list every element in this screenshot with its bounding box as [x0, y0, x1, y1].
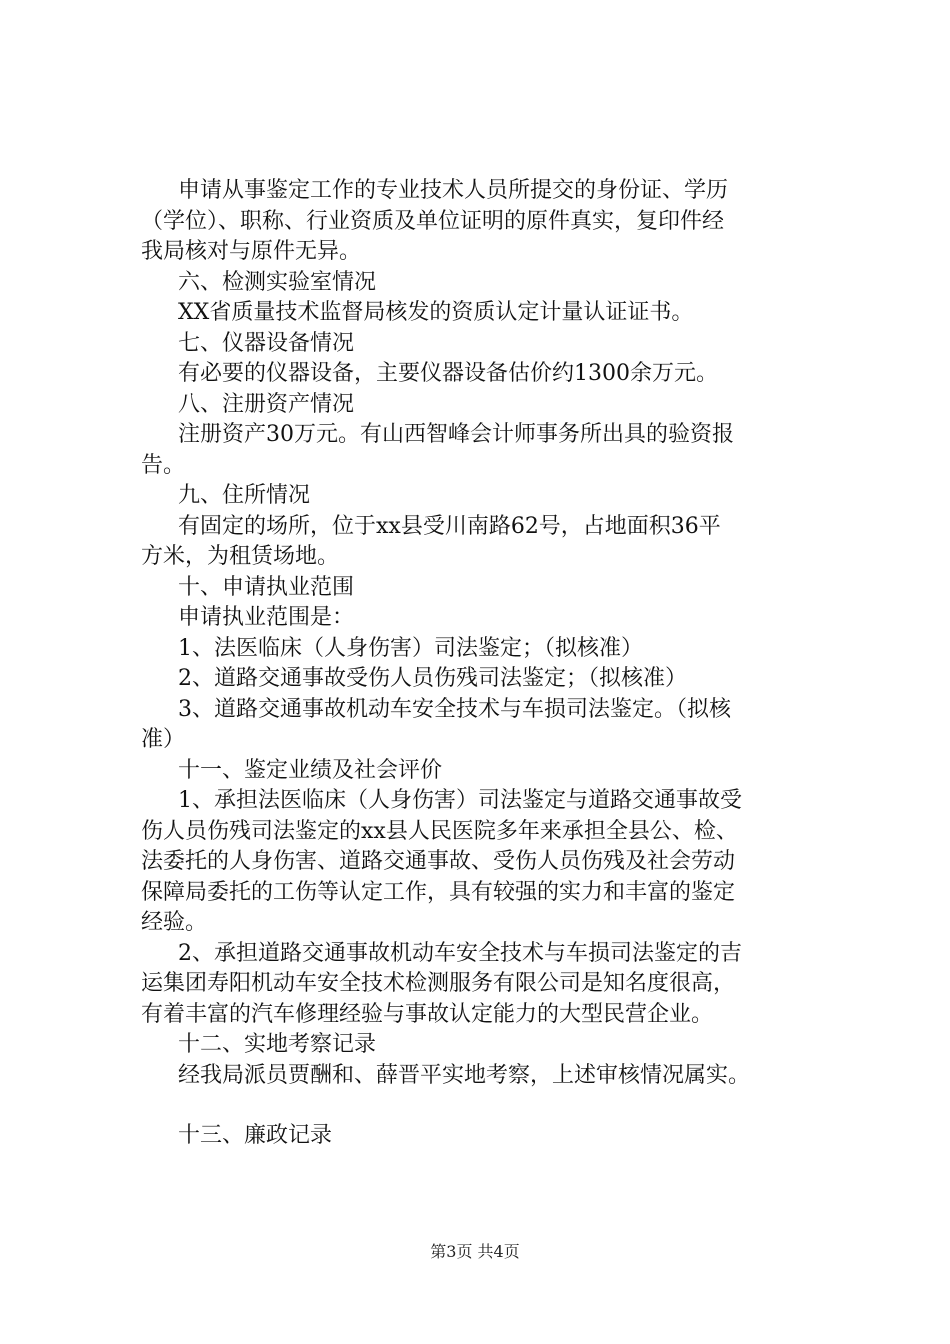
text-line: 1、法医临床（人身伤害）司法鉴定；（拟核准） — [178, 635, 643, 661]
text-line: 2、道路交通事故受伤人员伤残司法鉴定；（拟核准） — [178, 666, 687, 691]
text-line: 九、住所情况 — [178, 483, 311, 508]
text-line: 1、承担法医临床（人身伤害）司法鉴定与道路交通事故受 — [178, 788, 742, 813]
paragraph-gap — [141, 1091, 841, 1121]
text-line: 告。 — [141, 452, 186, 478]
text-line: 十一、鉴定业绩及社会评价 — [178, 757, 443, 783]
text-line: 保障局委托的工伤等认定工作，具有较强的实力和丰富的鉴定 — [141, 879, 736, 905]
text-line: 准） — [141, 727, 186, 752]
text-line: 申请执业范围是： — [178, 605, 355, 630]
text-line: 伤人员伤残司法鉴定的xx县人民医院多年来承担全县公、检、 — [141, 818, 738, 844]
text-line: 2、承担道路交通事故机动车安全技术与车损司法鉴定的吉 — [178, 940, 742, 966]
text-line: 七、仪器设备情况 — [178, 330, 355, 356]
text-line: 3、道路交通事故机动车安全技术与车损司法鉴定。（拟核 — [178, 696, 731, 722]
document-body — [141, 176, 841, 1152]
text-line: 我局核对与原件无异。 — [141, 239, 362, 264]
text-line: （学位）、职称、行业资质及单位证明的原件真实，复印件经 — [141, 208, 725, 234]
text-line: 有固定的场所，位于xx县受川南路62号，占地面积36平 — [178, 513, 721, 539]
text-line: XX省质量技术监督局核发的资质认定计量认证证书。 — [178, 300, 694, 325]
text-line: 十二、实地考察记录 — [178, 1032, 377, 1057]
text-line: 运集团寿阳机动车安全技术检测服务有限公司是知名度很高， — [141, 971, 736, 996]
page-footer: 第3页 共4页 — [430, 1242, 520, 1261]
text-line: 八、注册资产情况 — [178, 391, 355, 417]
section-heading: 十三、廉政记录 — [178, 1123, 333, 1148]
text-line: 法委托的人身伤害、道路交通事故、受伤人员伤残及社会劳动 — [141, 849, 736, 874]
text-line: 十、申请执业范围 — [178, 574, 355, 600]
text-line: 有必要的仪器设备，主要仪器设备估价约1300余万元。 — [178, 361, 718, 386]
text-line: 方米，为租赁场地。 — [141, 544, 340, 569]
text-line: 注册资产30万元。有山西智峰会计师事务所出具的验资报 — [178, 422, 734, 447]
text-line: 经验。 — [141, 910, 208, 935]
text-line: 经我局派员贾酬和、薛晋平实地考察，上述审核情况属实。 — [178, 1062, 751, 1088]
text-line: 申请从事鉴定工作的专业技术人员所提交的身份证、学历 — [178, 178, 729, 203]
text-line: 有着丰富的汽车修理经验与事故认定能力的大型民营企业。 — [141, 1001, 714, 1027]
text-line: 六、检测实验室情况 — [178, 269, 377, 295]
